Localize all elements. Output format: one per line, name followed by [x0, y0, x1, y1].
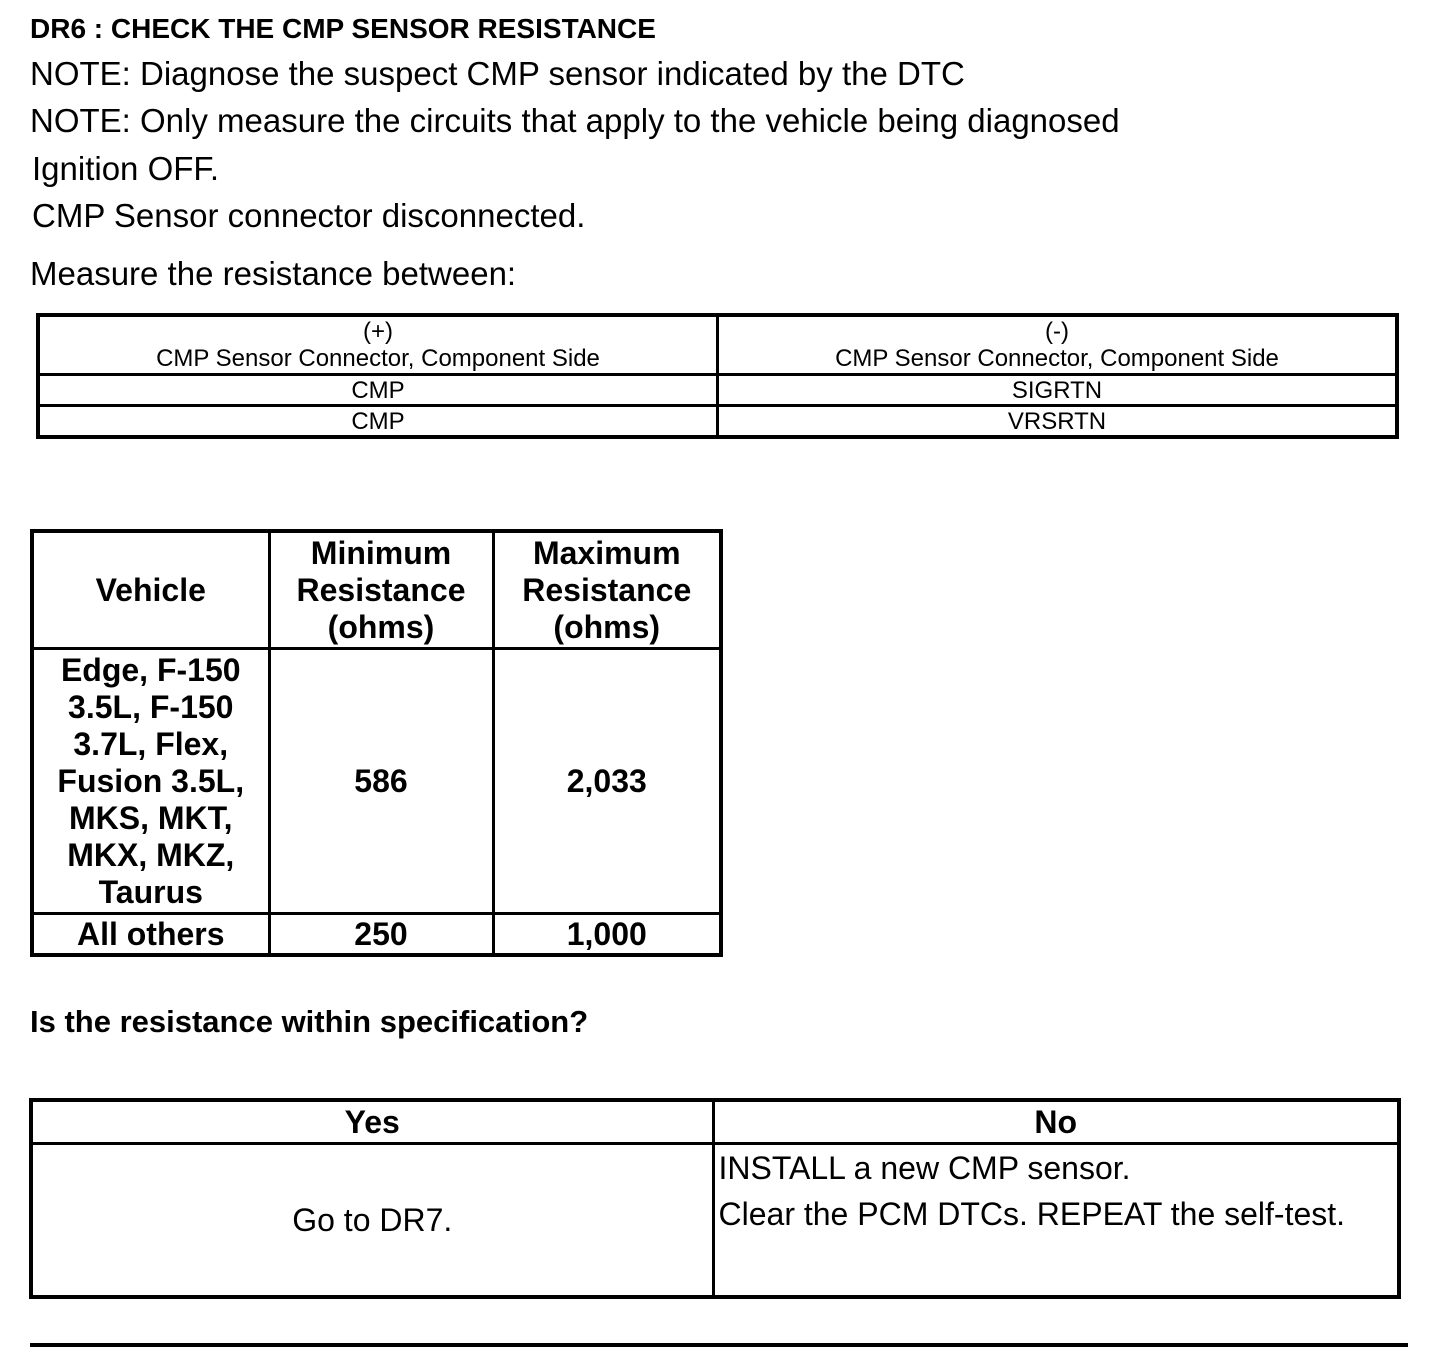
- positive-pin: CMP: [38, 406, 718, 438]
- vehicle-header: Vehicle: [32, 531, 269, 649]
- step-title: DR6 : CHECK THE CMP SENSOR RESISTANCE: [30, 13, 656, 44]
- table-row: [32, 914, 721, 956]
- condition-ignition: Ignition OFF.: [32, 150, 220, 187]
- note-circuits: NOTE: Only measure the circuits that apply to the vehicle being diagnosed: [30, 102, 1120, 139]
- no-action-line: Clear the PCM DTCs. REPEAT the self-test.: [718, 1196, 1346, 1232]
- maximum-header-line: Maximum: [532, 534, 681, 571]
- minimum-header-line: (ohms): [327, 608, 435, 645]
- yes-header: Yes: [31, 1100, 713, 1144]
- maximum-header: [493, 531, 721, 649]
- minimum-value: 586: [269, 649, 493, 914]
- no-action-line: INSTALL a new CMP sensor.: [718, 1150, 1131, 1186]
- result-table: [29, 1098, 1401, 1299]
- negative-connector-label: CMP Sensor Connector, Component Side: [835, 345, 1279, 372]
- pin-measurement-table: [36, 313, 1399, 439]
- yes-action: Go to DR7.: [31, 1144, 713, 1298]
- no-actions: [713, 1144, 1399, 1298]
- spec-table-header: [32, 531, 721, 649]
- minimum-header-line: Minimum: [310, 534, 452, 571]
- result-table-header: [31, 1100, 1399, 1144]
- vehicle-line: Taurus: [98, 873, 203, 910]
- positive-connector-label: CMP Sensor Connector, Component Side: [156, 345, 600, 372]
- negative-sign: (-): [1045, 318, 1069, 345]
- minimum-value: 250: [269, 914, 493, 956]
- positive-lead-header: [38, 315, 718, 375]
- negative-lead-header: [718, 315, 1398, 375]
- condition-connector: CMP Sensor connector disconnected.: [32, 197, 586, 234]
- vehicle-cell: All others: [32, 914, 269, 956]
- resistance-spec-table: [30, 529, 723, 957]
- table-row: [32, 649, 721, 914]
- table-row: [38, 375, 1397, 406]
- spec-question: Is the resistance within specification?: [30, 1004, 589, 1039]
- maximum-value: 1,000: [493, 914, 721, 956]
- vehicle-line: MKX, MKZ,: [67, 836, 235, 873]
- negative-pin: SIGRTN: [718, 375, 1398, 406]
- positive-sign: (+): [363, 318, 393, 345]
- vehicle-line: Fusion 3.5L,: [57, 762, 245, 799]
- table-row: [31, 1144, 1399, 1298]
- vehicle-line: MKS, MKT,: [68, 799, 233, 836]
- note-dtc: NOTE: Diagnose the suspect CMP sensor indicated by the DTC: [30, 55, 965, 92]
- maximum-header-line: (ohms): [553, 608, 661, 645]
- bottom-divider: [30, 1343, 1408, 1347]
- minimum-header-line: Resistance: [296, 571, 466, 608]
- table-row: [38, 406, 1397, 438]
- maximum-header-line: Resistance: [522, 571, 692, 608]
- vehicle-line: Edge, F-150: [60, 651, 241, 688]
- vehicle-list-cell: [32, 649, 269, 914]
- positive-pin: CMP: [38, 375, 718, 406]
- measure-intro: Measure the resistance between:: [30, 255, 517, 292]
- vehicle-line: 3.5L, F-150: [68, 688, 234, 725]
- minimum-header: [269, 531, 493, 649]
- vehicle-line: 3.7L, Flex,: [73, 725, 229, 762]
- negative-pin: VRSRTN: [718, 406, 1398, 438]
- pin-table-header: [38, 315, 1397, 375]
- maximum-value: 2,033: [493, 649, 721, 914]
- no-header: No: [713, 1100, 1399, 1144]
